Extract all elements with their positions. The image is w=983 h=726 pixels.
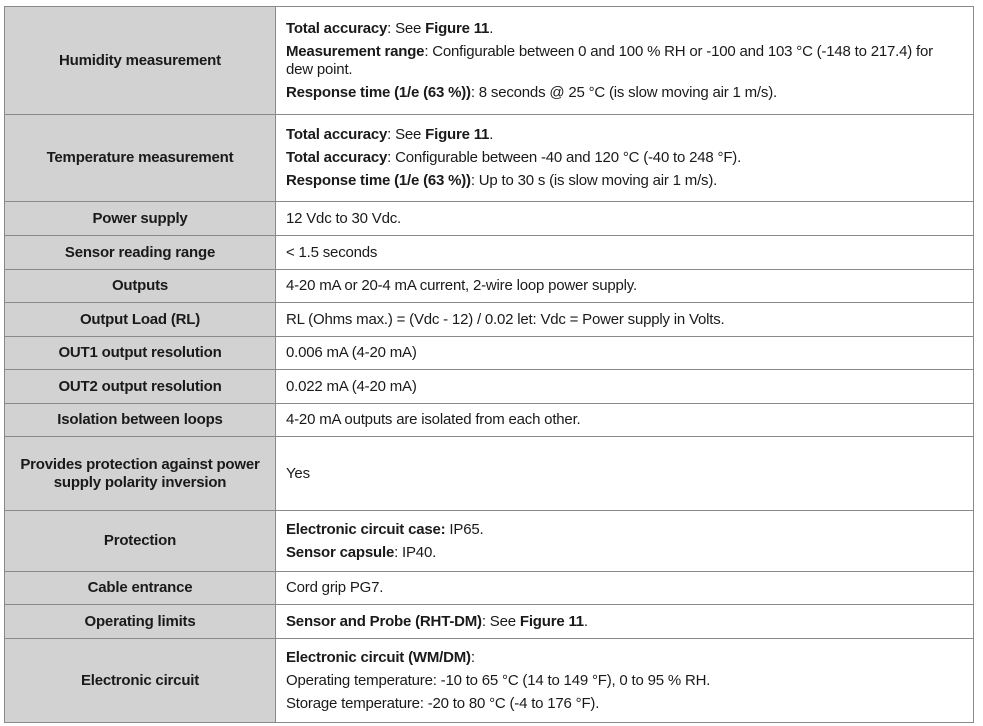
spec-term: Electronic circuit case: xyxy=(286,520,446,538)
table-row xyxy=(5,303,974,337)
spec-value xyxy=(276,303,974,337)
table-row xyxy=(5,115,974,202)
spec-term: Sensor and Probe (RHT-DM) xyxy=(286,612,482,630)
spec-label: Output Load (RL) xyxy=(5,303,276,337)
table-row xyxy=(5,572,974,605)
spec-value-line xyxy=(286,172,963,190)
spec-value-line xyxy=(286,378,963,396)
table-row xyxy=(5,605,974,639)
spec-value xyxy=(276,202,974,236)
spec-value xyxy=(276,337,974,370)
spec-value-line xyxy=(286,672,963,690)
spec-text: Storage temperature: -20 to 80 °C (-4 to 176 °F). xyxy=(286,694,600,712)
spec-text: Yes xyxy=(286,464,310,482)
spec-value-line xyxy=(286,613,963,631)
spec-value xyxy=(276,437,974,511)
spec-text: 4-20 mA or 20-4 mA current, 2-wire loop power supply. xyxy=(286,277,637,294)
spec-term: Sensor capsule xyxy=(286,543,395,561)
spec-text: . xyxy=(489,19,494,37)
spec-value-line xyxy=(286,126,963,144)
spec-label: Electronic circuit xyxy=(5,639,276,723)
spec-value xyxy=(276,404,974,437)
spec-value-line xyxy=(286,20,963,38)
spec-term: Figure 11 xyxy=(425,126,490,143)
spec-text: 0.022 mA (4-20 mA) xyxy=(286,377,417,395)
spec-value-line xyxy=(286,465,963,483)
spec-term: Response time (1/e (63 %)) xyxy=(286,83,471,101)
spec-text: . xyxy=(583,612,588,630)
spec-label: Power supply xyxy=(5,202,276,236)
spec-text: Operating temperature: -10 to 65 °C (14 to 149 °F), 0 to 95 % RH. xyxy=(286,671,711,689)
spec-text: : See xyxy=(387,19,426,37)
spec-term: Figure 11 xyxy=(519,612,584,630)
spec-value xyxy=(276,639,974,723)
spec-value-line xyxy=(286,84,963,102)
spec-value xyxy=(276,572,974,605)
table-row xyxy=(5,437,974,511)
spec-value-line xyxy=(286,544,963,562)
spec-value xyxy=(276,236,974,270)
spec-term: Electronic circuit (WM/DM) xyxy=(286,648,471,666)
spec-text: : Configurable between -40 and 120 °C (-40 to 248 °F). xyxy=(387,149,742,166)
spec-value xyxy=(276,370,974,404)
specifications-table xyxy=(4,6,974,723)
table-row xyxy=(5,270,974,303)
spec-value-line xyxy=(286,344,963,362)
spec-value xyxy=(276,270,974,303)
table-row xyxy=(5,639,974,723)
spec-text: : Up to 30 s (is slow moving air 1 m/s). xyxy=(470,172,718,189)
spec-value-line xyxy=(286,649,963,667)
spec-value-line xyxy=(286,277,963,295)
spec-label: Outputs xyxy=(5,270,276,303)
spec-value-line xyxy=(286,521,963,539)
spec-label: OUT1 output resolution xyxy=(5,337,276,370)
spec-text: : IP40. xyxy=(394,543,437,561)
spec-term: Measurement range xyxy=(286,42,425,60)
spec-value xyxy=(276,605,974,639)
spec-text: : 8 seconds @ 25 °C (is slow moving air 1 m/s). xyxy=(470,83,777,101)
spec-value-line xyxy=(286,411,963,429)
table-row xyxy=(5,370,974,404)
spec-value-line xyxy=(286,579,963,597)
spec-value-line xyxy=(286,244,963,262)
spec-label: OUT2 output resolution xyxy=(5,370,276,404)
table-row xyxy=(5,202,974,236)
table-row xyxy=(5,337,974,370)
spec-text: 12 Vdc to 30 Vdc. xyxy=(286,209,402,227)
table-row xyxy=(5,511,974,572)
spec-text: : See xyxy=(481,612,520,630)
spec-value-line xyxy=(286,210,963,228)
spec-label: Humidity measurement xyxy=(5,7,276,115)
spec-value xyxy=(276,115,974,202)
spec-value xyxy=(276,7,974,115)
spec-term: Total accuracy xyxy=(286,19,388,37)
spec-label: Sensor reading range xyxy=(5,236,276,270)
spec-text: : xyxy=(470,648,475,666)
spec-text: RL (Ohms max.) = (Vdc - 12) / 0.02 let: Vdc = Power supply in Volts. xyxy=(286,310,725,328)
spec-text: 4-20 mA outputs are isolated from each other. xyxy=(286,411,581,428)
spec-text: Cord grip PG7. xyxy=(286,579,384,596)
spec-label: Isolation between loops xyxy=(5,404,276,437)
spec-label: Operating limits xyxy=(5,605,276,639)
spec-term: Total accuracy xyxy=(286,149,388,166)
spec-text: : Configurable between 0 and 100 % RH or -100 and 103 °C (-148 to 217.4) for dew point. xyxy=(286,42,933,78)
spec-term: Total accuracy xyxy=(286,126,388,143)
spec-label: Temperature measurement xyxy=(5,115,276,202)
spec-value-line xyxy=(286,149,963,167)
spec-term: Response time (1/e (63 %)) xyxy=(286,172,471,189)
spec-label: Protection xyxy=(5,511,276,572)
spec-value-line xyxy=(286,311,963,329)
table-row xyxy=(5,236,974,270)
spec-label: Provides protection against power supply polarity inversion xyxy=(5,437,276,511)
spec-term: Figure 11 xyxy=(425,19,490,37)
spec-text: IP65. xyxy=(445,520,484,538)
specifications-table-body xyxy=(5,7,974,723)
table-row xyxy=(5,404,974,437)
spec-text: 0.006 mA (4-20 mA) xyxy=(286,344,417,361)
spec-value-line xyxy=(286,695,963,713)
spec-text: . xyxy=(489,126,494,143)
spec-value xyxy=(276,511,974,572)
spec-text: : See xyxy=(387,126,426,143)
table-row xyxy=(5,7,974,115)
spec-label: Cable entrance xyxy=(5,572,276,605)
spec-value-line xyxy=(286,43,963,79)
spec-text: < 1.5 seconds xyxy=(286,243,378,261)
